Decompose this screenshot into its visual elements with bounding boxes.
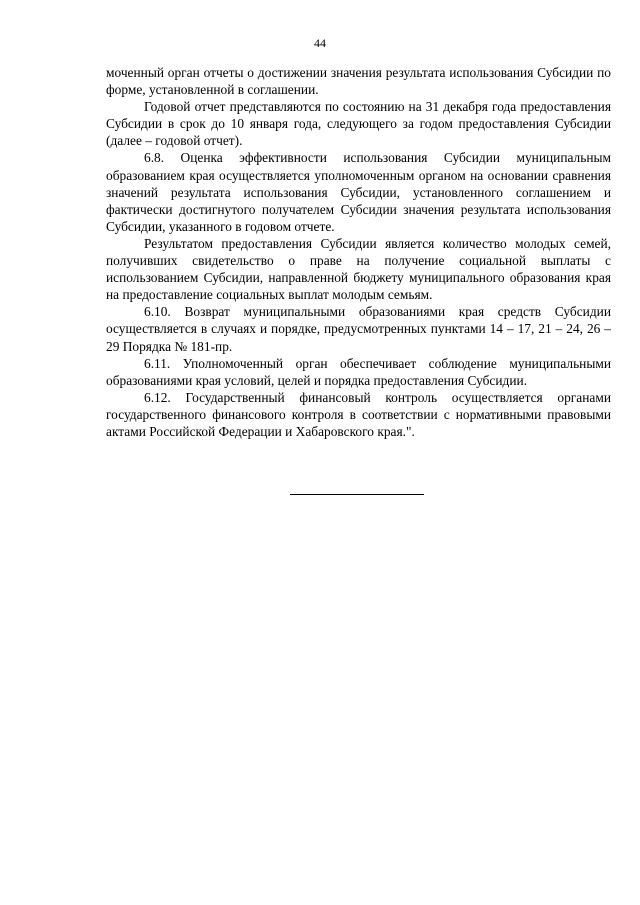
document-body [106,64,611,440]
paragraph-6-11: 6.11. Уполномоченный орган обеспечивает соблюдение муниципальными образованиями края условий, целей и порядка предоставления Субсидии. [106,355,611,388]
page-number: 44 [314,36,326,50]
paragraph-6-10: 6.10. Возврат муниципальными образованиями края средств Субсидии осуществляется в случаях и порядке, предусмотренных пунктами 14 – 17, 21 – 24, 26 – 29 Порядка № 181-пр. [106,304,611,354]
paragraph-6-8: 6.8. Оценка эффективности использования Субсидии муниципальным образованием края осуществляется уполномоченным органом на основании сравнения значений результата использования Субсидии, установленного соглашением и фактически достигнутого получателем Субсидии значения результата использования Субсидии, указанного в годовом отчете. [106,150,611,234]
paragraph-6-12: 6.12. Государственный финансовый контроль осуществляется органами государственного финансового контроля в соответствии с нормативными правовыми актами Российской Федерации и Хабаровского края.". [106,389,611,439]
paragraph-annual-report: Годовой отчет представляются по состоянию на 31 декабря года предоставления Субсидии в срок до 10 января года, следующего за годом предоставления Субсидии (далее – годовой отчет). [106,99,611,149]
paragraph-result: Результатом предоставления Субсидии является количество молодых семей, получивших свидетельство о праве на получение социальной выплаты с использованием Субсидии, направленной бюджету муниципального образования края на предоставление социальных выплат молодым семьям. [106,235,611,303]
end-separator-line [290,494,424,495]
paragraph-continuation: моченный орган отчеты о достижении значения результата использования Субсидии по форме, установленной в соглашении. [106,65,611,98]
